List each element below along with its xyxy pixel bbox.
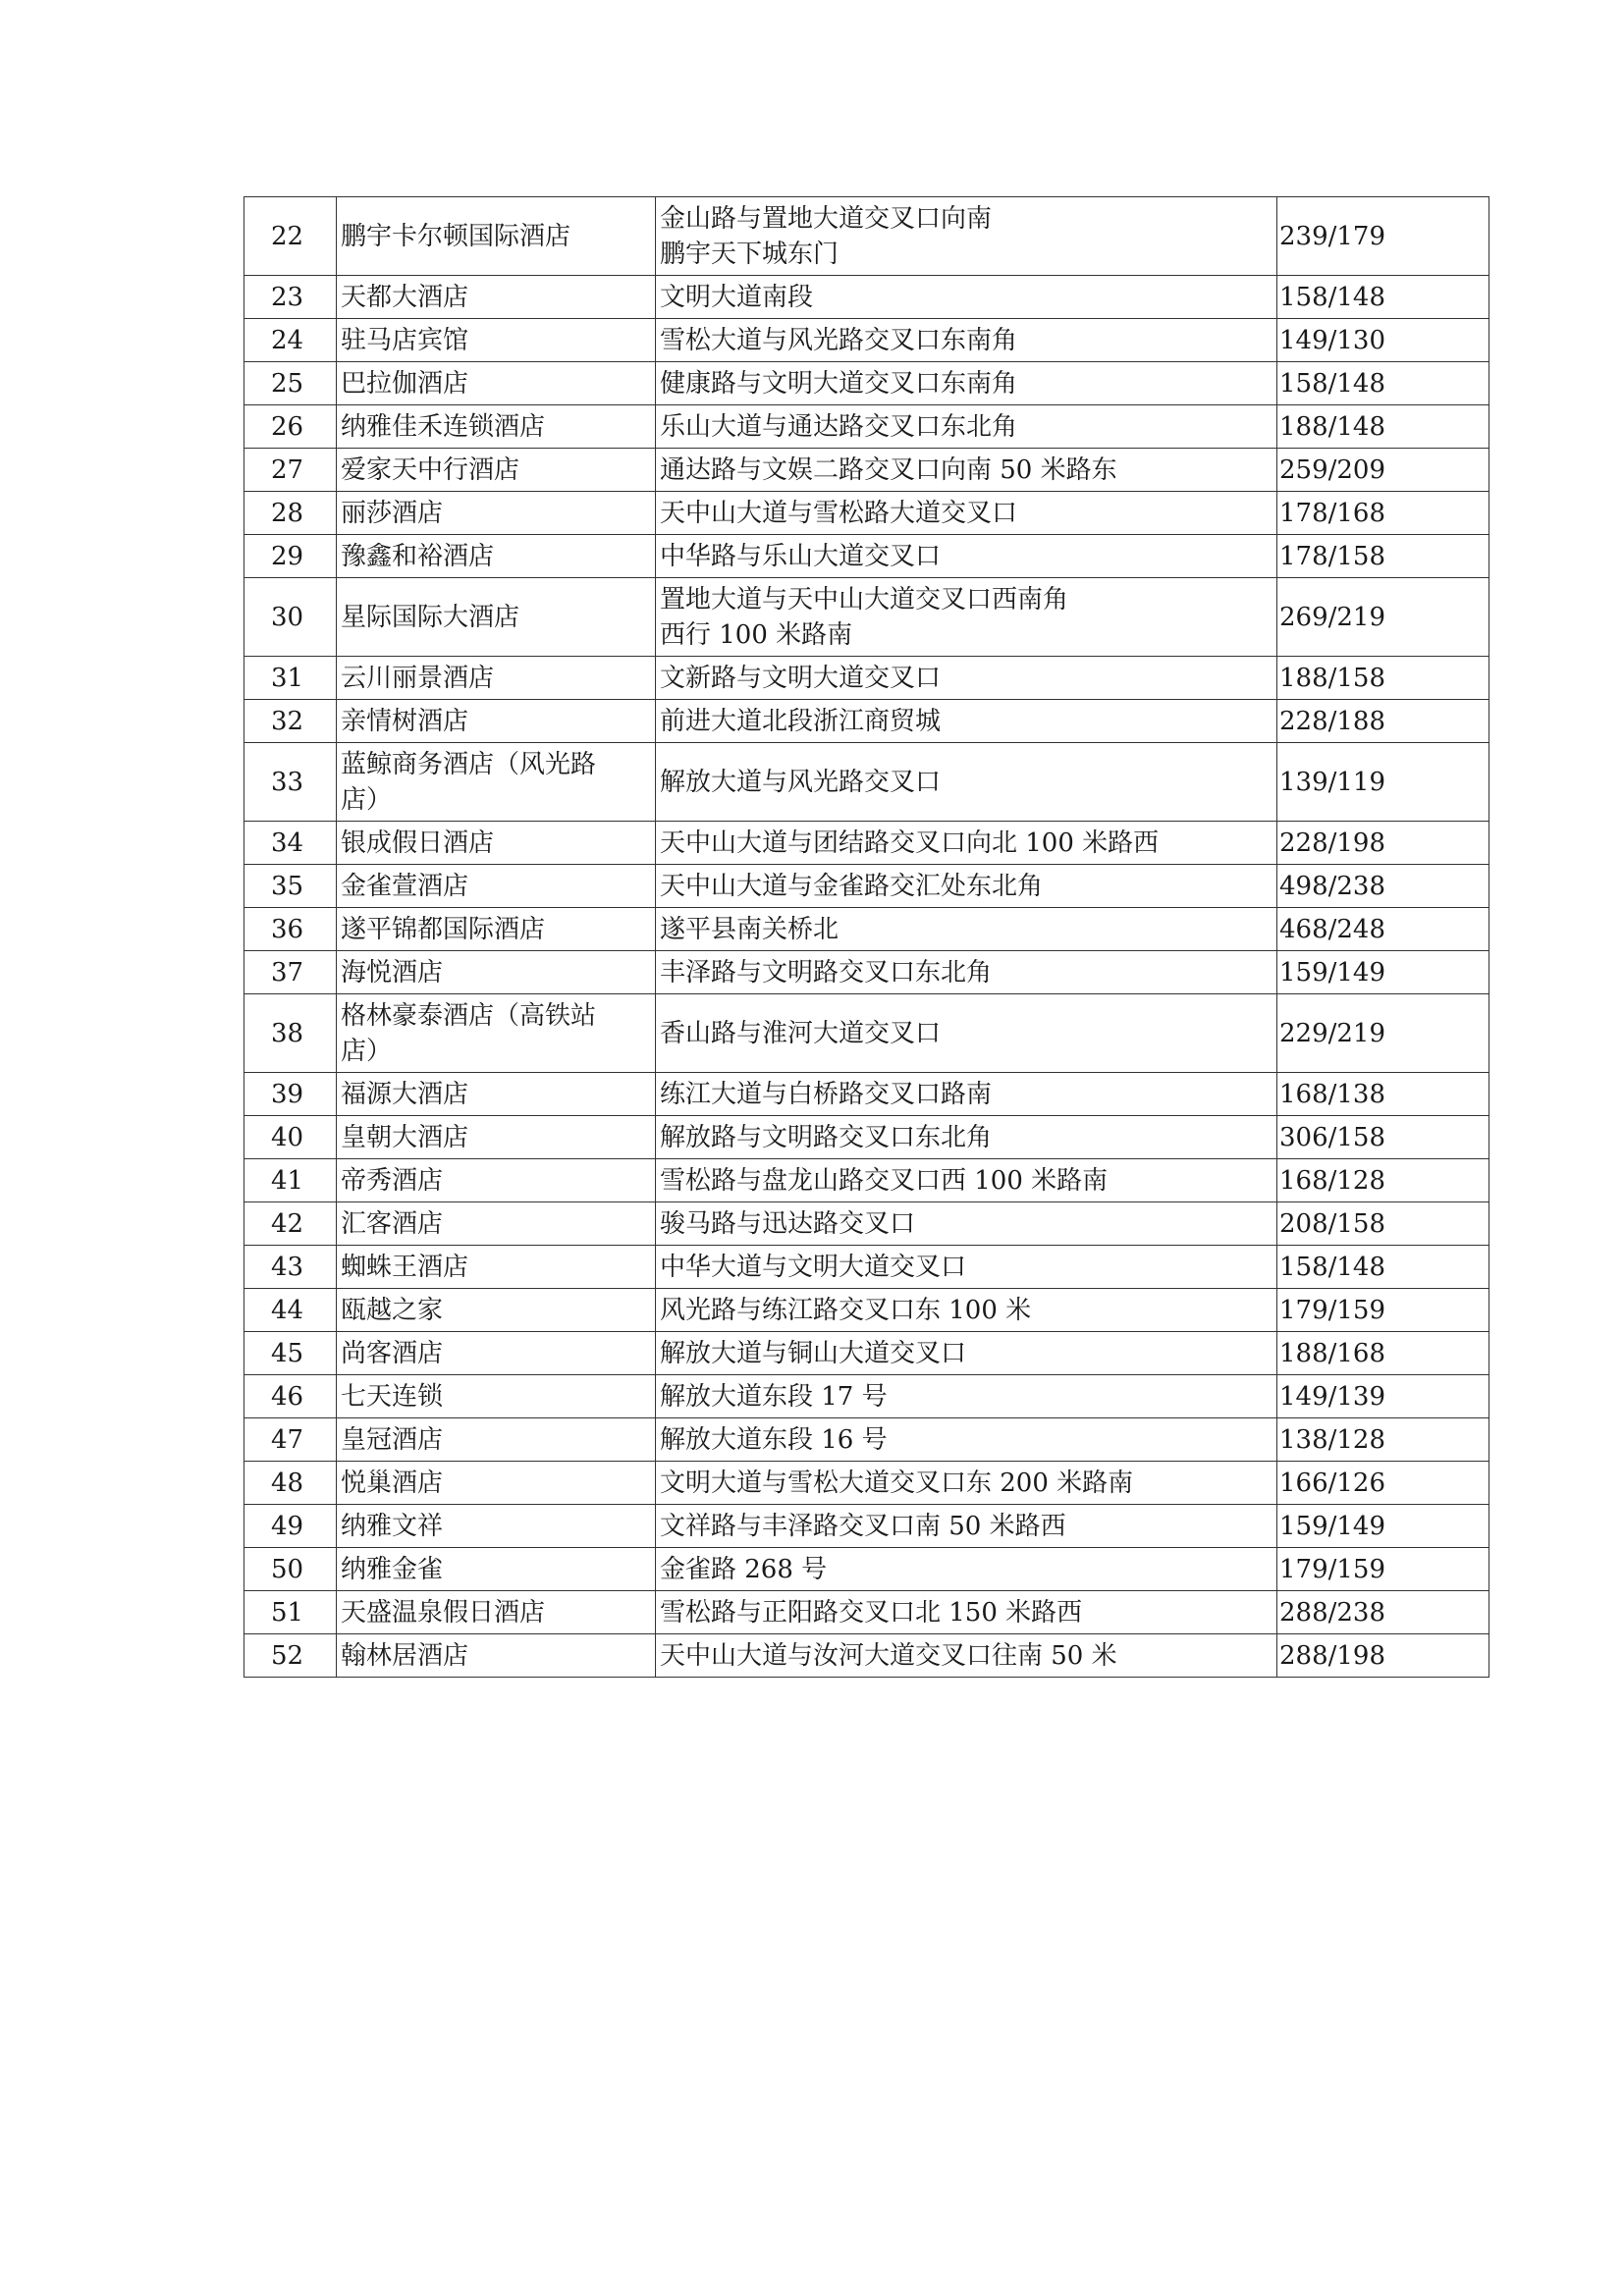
hotel-name-cell: 天都大酒店 [337, 276, 656, 319]
address-cell: 前进大道北段浙江商贸城 [656, 700, 1277, 743]
table-row [244, 405, 1489, 449]
hotel-name-cell: 天盛温泉假日酒店 [337, 1591, 656, 1634]
address-cell: 天中山大道与团结路交叉口向北 100 米路西 [656, 822, 1277, 865]
hotel-name-cell: 七天连锁 [337, 1375, 656, 1418]
price-cell: 188/158 [1277, 657, 1489, 700]
table-row [244, 1548, 1489, 1591]
row-number-cell: 43 [244, 1246, 337, 1289]
row-number-cell: 40 [244, 1116, 337, 1159]
row-number-cell: 34 [244, 822, 337, 865]
price-cell: 159/149 [1277, 1505, 1489, 1548]
price-cell: 259/209 [1277, 449, 1489, 492]
hotel-name-cell: 皇冠酒店 [337, 1418, 656, 1462]
price-cell: 188/148 [1277, 405, 1489, 449]
row-number-cell: 46 [244, 1375, 337, 1418]
price-cell: 239/179 [1277, 197, 1489, 276]
table-row [244, 1116, 1489, 1159]
table-row [244, 276, 1489, 319]
table-row [244, 449, 1489, 492]
hotel-name-cell: 丽莎酒店 [337, 492, 656, 535]
hotel-name-cell: 亲情树酒店 [337, 700, 656, 743]
price-cell: 228/198 [1277, 822, 1489, 865]
hotel-name-cell: 瓯越之家 [337, 1289, 656, 1332]
table-row [244, 1418, 1489, 1462]
address-cell: 解放大道东段 16 号 [656, 1418, 1277, 1462]
hotel-name-cell: 金雀萱酒店 [337, 865, 656, 908]
hotel-name-cell: 驻马店宾馆 [337, 319, 656, 362]
table-row [244, 822, 1489, 865]
hotel-name-cell: 纳雅文祥 [337, 1505, 656, 1548]
table-row [244, 1462, 1489, 1505]
address-cell: 雪松大道与风光路交叉口东南角 [656, 319, 1277, 362]
table-row [244, 657, 1489, 700]
address-cell: 练江大道与白桥路交叉口路南 [656, 1073, 1277, 1116]
row-number-cell: 51 [244, 1591, 337, 1634]
hotel-name-cell: 皇朝大酒店 [337, 1116, 656, 1159]
address-cell: 解放路与文明路交叉口东北角 [656, 1116, 1277, 1159]
price-cell: 288/238 [1277, 1591, 1489, 1634]
address-cell: 健康路与文明大道交叉口东南角 [656, 362, 1277, 405]
address-cell: 丰泽路与文明路交叉口东北角 [656, 951, 1277, 994]
row-number-cell: 33 [244, 743, 337, 822]
table-row [244, 1634, 1489, 1678]
hotel-name-cell: 尚客酒店 [337, 1332, 656, 1375]
table-row [244, 578, 1489, 657]
table-row [244, 1332, 1489, 1375]
hotel-table [244, 196, 1489, 1678]
table-row [244, 743, 1489, 822]
price-cell: 306/158 [1277, 1116, 1489, 1159]
address-cell: 金雀路 268 号 [656, 1548, 1277, 1591]
row-number-cell: 22 [244, 197, 337, 276]
table-row [244, 1375, 1489, 1418]
hotel-name-cell: 翰林居酒店 [337, 1634, 656, 1678]
address-cell: 骏马路与迅达路交叉口 [656, 1202, 1277, 1246]
table-row [244, 951, 1489, 994]
row-number-cell: 32 [244, 700, 337, 743]
price-cell: 138/128 [1277, 1418, 1489, 1462]
price-cell: 498/238 [1277, 865, 1489, 908]
hotel-name-cell: 纳雅金雀 [337, 1548, 656, 1591]
row-number-cell: 23 [244, 276, 337, 319]
hotel-name-cell: 巴拉伽酒店 [337, 362, 656, 405]
hotel-name-cell: 蓝鲸商务酒店（风光路 店） [337, 743, 656, 822]
row-number-cell: 31 [244, 657, 337, 700]
price-cell: 168/128 [1277, 1159, 1489, 1202]
address-cell: 天中山大道与金雀路交汇处东北角 [656, 865, 1277, 908]
price-cell: 229/219 [1277, 994, 1489, 1073]
address-cell: 雪松路与正阳路交叉口北 150 米路西 [656, 1591, 1277, 1634]
hotel-name-cell: 星际国际大酒店 [337, 578, 656, 657]
address-cell: 中华路与乐山大道交叉口 [656, 535, 1277, 578]
table-row [244, 319, 1489, 362]
row-number-cell: 24 [244, 319, 337, 362]
address-cell: 文明大道南段 [656, 276, 1277, 319]
table-row [244, 700, 1489, 743]
address-cell: 乐山大道与通达路交叉口东北角 [656, 405, 1277, 449]
row-number-cell: 25 [244, 362, 337, 405]
price-cell: 149/139 [1277, 1375, 1489, 1418]
table-row [244, 1505, 1489, 1548]
price-cell: 228/188 [1277, 700, 1489, 743]
price-cell: 288/198 [1277, 1634, 1489, 1678]
hotel-name-cell: 银成假日酒店 [337, 822, 656, 865]
hotel-name-cell: 悦巢酒店 [337, 1462, 656, 1505]
hotel-table-body [244, 197, 1489, 1678]
hotel-name-cell: 鹏宇卡尔顿国际酒店 [337, 197, 656, 276]
row-number-cell: 36 [244, 908, 337, 951]
table-row [244, 197, 1489, 276]
address-cell: 香山路与淮河大道交叉口 [656, 994, 1277, 1073]
address-cell: 文新路与文明大道交叉口 [656, 657, 1277, 700]
table-row [244, 1073, 1489, 1116]
row-number-cell: 50 [244, 1548, 337, 1591]
address-cell: 金山路与置地大道交叉口向南 鹏宇天下城东门 [656, 197, 1277, 276]
table-row [244, 994, 1489, 1073]
price-cell: 158/148 [1277, 362, 1489, 405]
address-cell: 置地大道与天中山大道交叉口西南角 西行 100 米路南 [656, 578, 1277, 657]
price-cell: 159/149 [1277, 951, 1489, 994]
price-cell: 168/138 [1277, 1073, 1489, 1116]
price-cell: 188/168 [1277, 1332, 1489, 1375]
price-cell: 179/159 [1277, 1289, 1489, 1332]
table-row [244, 1289, 1489, 1332]
price-cell: 468/248 [1277, 908, 1489, 951]
row-number-cell: 28 [244, 492, 337, 535]
price-cell: 269/219 [1277, 578, 1489, 657]
address-cell: 文明大道与雪松大道交叉口东 200 米路南 [656, 1462, 1277, 1505]
row-number-cell: 26 [244, 405, 337, 449]
price-cell: 139/119 [1277, 743, 1489, 822]
hotel-name-cell: 帝秀酒店 [337, 1159, 656, 1202]
row-number-cell: 35 [244, 865, 337, 908]
row-number-cell: 30 [244, 578, 337, 657]
price-cell: 158/148 [1277, 1246, 1489, 1289]
table-row [244, 1159, 1489, 1202]
hotel-name-cell: 福源大酒店 [337, 1073, 656, 1116]
hotel-name-cell: 汇客酒店 [337, 1202, 656, 1246]
table-row [244, 492, 1489, 535]
table-row [244, 535, 1489, 578]
address-cell: 天中山大道与雪松路大道交叉口 [656, 492, 1277, 535]
row-number-cell: 27 [244, 449, 337, 492]
address-cell: 解放大道东段 17 号 [656, 1375, 1277, 1418]
price-cell: 178/158 [1277, 535, 1489, 578]
address-cell: 文祥路与丰泽路交叉口南 50 米路西 [656, 1505, 1277, 1548]
row-number-cell: 45 [244, 1332, 337, 1375]
row-number-cell: 41 [244, 1159, 337, 1202]
hotel-name-cell: 豫鑫和裕酒店 [337, 535, 656, 578]
price-cell: 179/159 [1277, 1548, 1489, 1591]
address-cell: 风光路与练江路交叉口东 100 米 [656, 1289, 1277, 1332]
row-number-cell: 47 [244, 1418, 337, 1462]
row-number-cell: 37 [244, 951, 337, 994]
row-number-cell: 52 [244, 1634, 337, 1678]
row-number-cell: 49 [244, 1505, 337, 1548]
price-cell: 158/148 [1277, 276, 1489, 319]
address-cell: 解放大道与铜山大道交叉口 [656, 1332, 1277, 1375]
hotel-name-cell: 纳雅佳禾连锁酒店 [337, 405, 656, 449]
table-row [244, 362, 1489, 405]
hotel-name-cell: 爱家天中行酒店 [337, 449, 656, 492]
row-number-cell: 38 [244, 994, 337, 1073]
table-row [244, 1202, 1489, 1246]
address-cell: 解放大道与风光路交叉口 [656, 743, 1277, 822]
price-cell: 208/158 [1277, 1202, 1489, 1246]
table-row [244, 1591, 1489, 1634]
row-number-cell: 42 [244, 1202, 337, 1246]
price-cell: 166/126 [1277, 1462, 1489, 1505]
table-row [244, 1246, 1489, 1289]
address-cell: 雪松路与盘龙山路交叉口西 100 米路南 [656, 1159, 1277, 1202]
table-row [244, 865, 1489, 908]
hotel-name-cell: 云川丽景酒店 [337, 657, 656, 700]
address-cell: 中华大道与文明大道交叉口 [656, 1246, 1277, 1289]
row-number-cell: 29 [244, 535, 337, 578]
price-cell: 149/130 [1277, 319, 1489, 362]
row-number-cell: 44 [244, 1289, 337, 1332]
price-cell: 178/168 [1277, 492, 1489, 535]
hotel-name-cell: 格林豪泰酒店（高铁站 店） [337, 994, 656, 1073]
hotel-name-cell: 遂平锦都国际酒店 [337, 908, 656, 951]
hotel-name-cell: 蜘蛛王酒店 [337, 1246, 656, 1289]
address-cell: 天中山大道与汝河大道交叉口往南 50 米 [656, 1634, 1277, 1678]
address-cell: 通达路与文娱二路交叉口向南 50 米路东 [656, 449, 1277, 492]
address-cell: 遂平县南关桥北 [656, 908, 1277, 951]
row-number-cell: 48 [244, 1462, 337, 1505]
table-row [244, 908, 1489, 951]
row-number-cell: 39 [244, 1073, 337, 1116]
hotel-name-cell: 海悦酒店 [337, 951, 656, 994]
